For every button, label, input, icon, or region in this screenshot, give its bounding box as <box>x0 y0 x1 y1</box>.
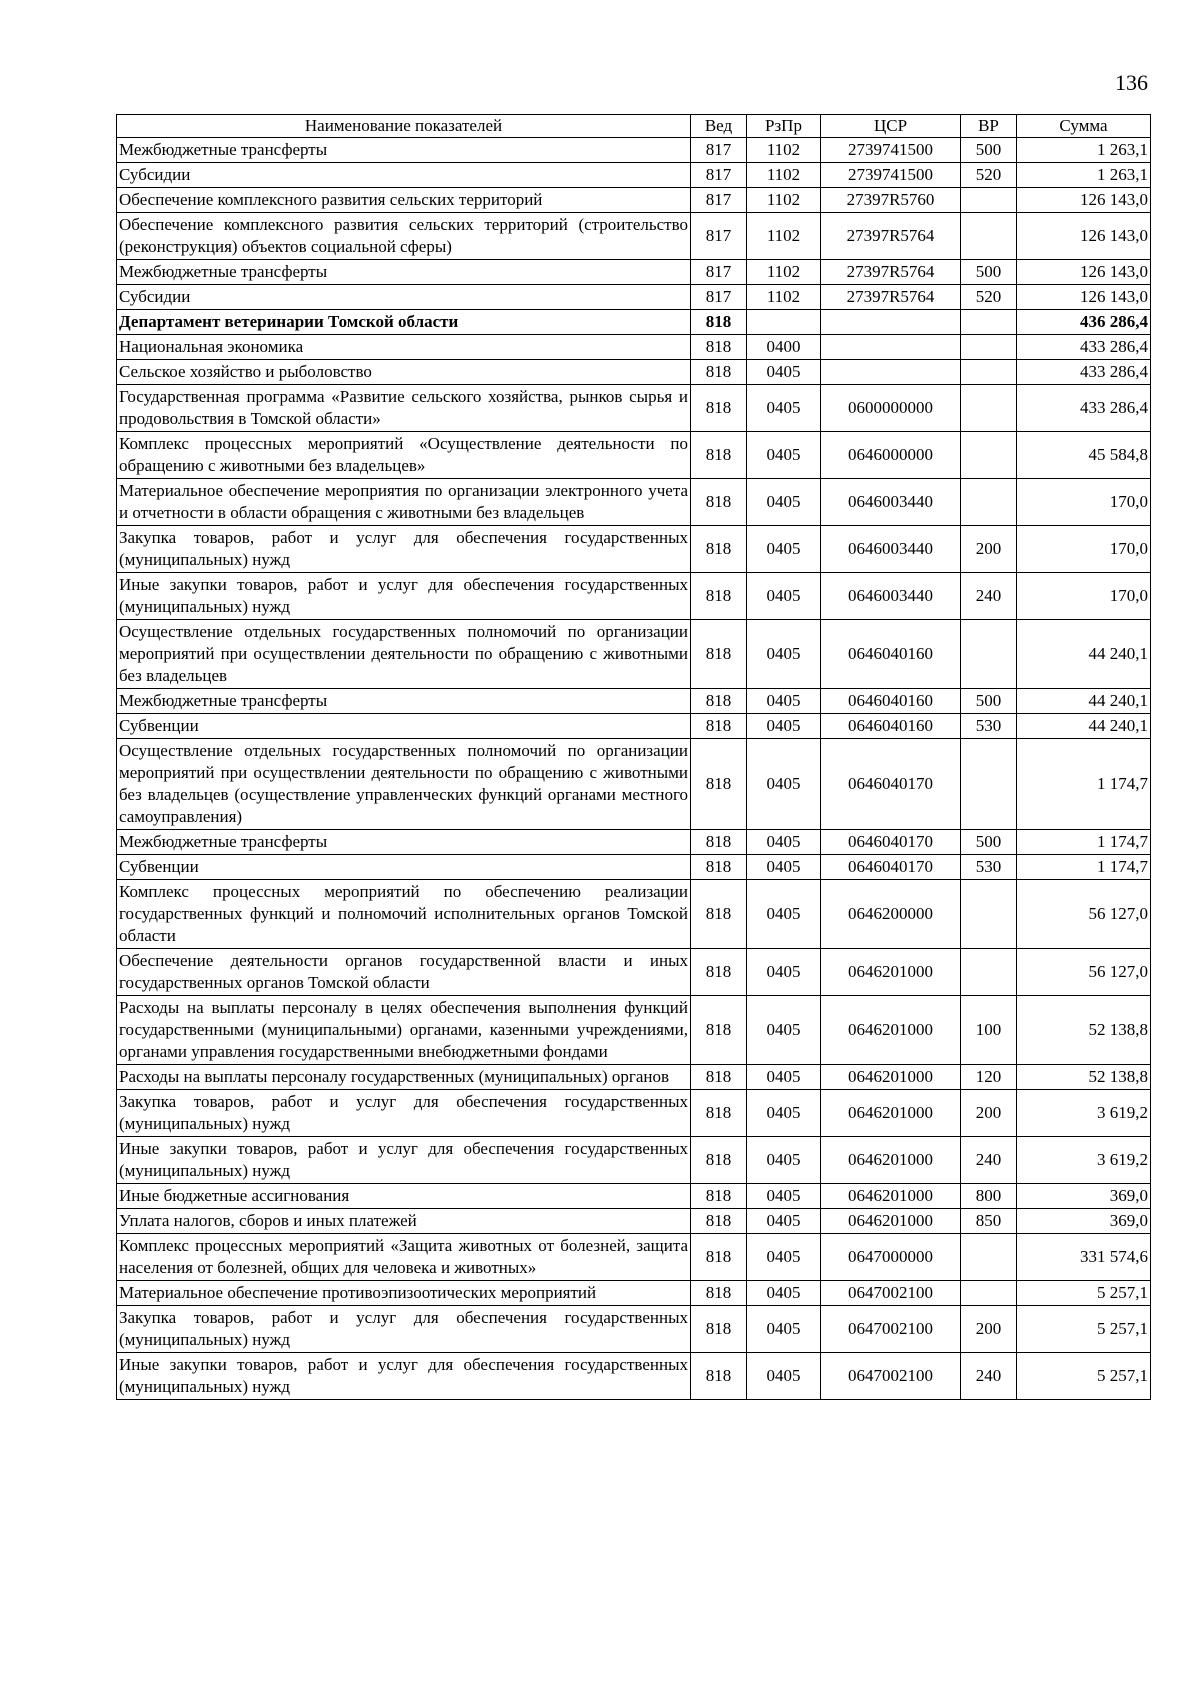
cell-name: Государственная программа «Развитие сельского хозяйства, рынков сырья и продовольствия в Томской области» <box>117 385 691 432</box>
cell-ved: 817 <box>691 213 747 260</box>
table-row <box>117 1184 1151 1209</box>
cell-name: Иные бюджетные ассигнования <box>117 1184 691 1209</box>
cell-name: Субсидии <box>117 285 691 310</box>
cell-name: Комплекс процессных мероприятий по обеспечению реализации государственных функций и полномочий исполнительных органов Томской области <box>117 880 691 949</box>
cell-ved: 818 <box>691 830 747 855</box>
cell-ved: 818 <box>691 1184 747 1209</box>
cell-name: Иные закупки товаров, работ и услуг для обеспечения государственных (муниципальных) нужд <box>117 1137 691 1184</box>
table-row <box>117 1090 1151 1137</box>
cell-rzpr: 1102 <box>747 163 821 188</box>
cell-ved: 818 <box>691 360 747 385</box>
cell-sum: 126 143,0 <box>1017 188 1151 213</box>
cell-rzpr: 1102 <box>747 138 821 163</box>
cell-rzpr: 0405 <box>747 996 821 1065</box>
table-row <box>117 620 1151 689</box>
cell-csr: 0600000000 <box>821 385 961 432</box>
table-row <box>117 880 1151 949</box>
cell-vr <box>961 310 1017 335</box>
cell-csr: 0646040160 <box>821 714 961 739</box>
cell-vr: 500 <box>961 138 1017 163</box>
cell-csr: 2739741500 <box>821 138 961 163</box>
cell-vr <box>961 620 1017 689</box>
cell-sum: 5 257,1 <box>1017 1353 1151 1400</box>
table-row <box>117 1353 1151 1400</box>
table-row <box>117 432 1151 479</box>
budget-table <box>116 114 1151 1400</box>
table-body <box>117 138 1151 1400</box>
cell-name: Обеспечение деятельности органов государственной власти и иных государственных органов Томской области <box>117 949 691 996</box>
cell-name: Расходы на выплаты персоналу в целях обеспечения выполнения функций государственными (муниципальными) органами, казенными учреждениями, органами управления государственными внебюджетными фондами <box>117 996 691 1065</box>
cell-ved: 818 <box>691 1090 747 1137</box>
cell-name: Сельское хозяйство и рыболовство <box>117 360 691 385</box>
cell-ved: 818 <box>691 432 747 479</box>
cell-csr: 0646200000 <box>821 880 961 949</box>
cell-vr: 520 <box>961 285 1017 310</box>
cell-rzpr: 0405 <box>747 1184 821 1209</box>
cell-sum: 433 286,4 <box>1017 335 1151 360</box>
cell-csr: 0646201000 <box>821 1184 961 1209</box>
cell-rzpr: 1102 <box>747 213 821 260</box>
cell-rzpr: 0405 <box>747 739 821 830</box>
cell-name: Закупка товаров, работ и услуг для обеспечения государственных (муниципальных) нужд <box>117 1090 691 1137</box>
cell-sum: 369,0 <box>1017 1209 1151 1234</box>
table-row <box>117 689 1151 714</box>
cell-rzpr: 0405 <box>747 855 821 880</box>
cell-sum: 52 138,8 <box>1017 996 1151 1065</box>
cell-vr: 850 <box>961 1209 1017 1234</box>
cell-rzpr: 0405 <box>747 620 821 689</box>
cell-ved: 818 <box>691 526 747 573</box>
cell-ved: 818 <box>691 310 747 335</box>
cell-name: Межбюджетные трансферты <box>117 260 691 285</box>
cell-rzpr: 0405 <box>747 479 821 526</box>
cell-vr: 100 <box>961 996 1017 1065</box>
cell-sum: 433 286,4 <box>1017 385 1151 432</box>
cell-rzpr: 0405 <box>747 573 821 620</box>
cell-vr: 200 <box>961 1090 1017 1137</box>
header-vr: ВР <box>961 115 1017 138</box>
cell-vr: 500 <box>961 830 1017 855</box>
cell-ved: 817 <box>691 163 747 188</box>
cell-rzpr: 0405 <box>747 689 821 714</box>
table-row <box>117 996 1151 1065</box>
cell-name: Комплекс процессных мероприятий «Защита животных от болезней, защита населения от болезней, общих для человека и животных» <box>117 1234 691 1281</box>
cell-name: Межбюджетные трансферты <box>117 689 691 714</box>
cell-name: Субвенции <box>117 714 691 739</box>
cell-sum: 369,0 <box>1017 1184 1151 1209</box>
cell-ved: 818 <box>691 479 747 526</box>
cell-sum: 433 286,4 <box>1017 360 1151 385</box>
cell-sum: 44 240,1 <box>1017 714 1151 739</box>
table-row <box>117 949 1151 996</box>
table-row <box>117 855 1151 880</box>
cell-sum: 3 619,2 <box>1017 1090 1151 1137</box>
cell-sum: 45 584,8 <box>1017 432 1151 479</box>
cell-csr: 0646201000 <box>821 1065 961 1090</box>
cell-sum: 170,0 <box>1017 526 1151 573</box>
cell-rzpr: 0405 <box>747 1090 821 1137</box>
cell-sum: 3 619,2 <box>1017 1137 1151 1184</box>
table-row <box>117 138 1151 163</box>
cell-name: Обеспечение комплексного развития сельских территорий <box>117 188 691 213</box>
cell-csr: 0646003440 <box>821 479 961 526</box>
cell-csr <box>821 310 961 335</box>
cell-name: Осуществление отдельных государственных полномочий по организации мероприятий при осуществлении деятельности по обращению с животными без владельцев <box>117 620 691 689</box>
cell-vr <box>961 479 1017 526</box>
cell-sum: 5 257,1 <box>1017 1306 1151 1353</box>
table-row <box>117 310 1151 335</box>
table-row <box>117 739 1151 830</box>
cell-sum: 1 174,7 <box>1017 739 1151 830</box>
cell-rzpr: 1102 <box>747 285 821 310</box>
header-name: Наименование показателей <box>117 115 691 138</box>
cell-csr: 0646040160 <box>821 689 961 714</box>
cell-name: Закупка товаров, работ и услуг для обеспечения государственных (муниципальных) нужд <box>117 1306 691 1353</box>
cell-rzpr: 0405 <box>747 432 821 479</box>
table-row <box>117 260 1151 285</box>
cell-vr <box>961 739 1017 830</box>
cell-name: Осуществление отдельных государственных полномочий по организации мероприятий при осуществлении деятельности по обращению с животными без владельцев (осуществление управленческих функций органами местного самоуправления) <box>117 739 691 830</box>
cell-csr: 27397R5760 <box>821 188 961 213</box>
cell-vr <box>961 213 1017 260</box>
cell-sum: 44 240,1 <box>1017 620 1151 689</box>
cell-sum: 5 257,1 <box>1017 1281 1151 1306</box>
table-row <box>117 573 1151 620</box>
cell-sum: 170,0 <box>1017 573 1151 620</box>
cell-name: Межбюджетные трансферты <box>117 830 691 855</box>
cell-name: Иные закупки товаров, работ и услуг для обеспечения государственных (муниципальных) нужд <box>117 1353 691 1400</box>
cell-ved: 818 <box>691 1065 747 1090</box>
table-row <box>117 213 1151 260</box>
cell-rzpr: 0405 <box>747 385 821 432</box>
table-row <box>117 285 1151 310</box>
cell-vr: 200 <box>961 526 1017 573</box>
cell-csr <box>821 360 961 385</box>
table-row <box>117 714 1151 739</box>
table-row <box>117 830 1151 855</box>
cell-name: Иные закупки товаров, работ и услуг для обеспечения государственных (муниципальных) нужд <box>117 573 691 620</box>
cell-vr <box>961 949 1017 996</box>
cell-sum: 126 143,0 <box>1017 285 1151 310</box>
cell-vr: 240 <box>961 573 1017 620</box>
cell-name: Межбюджетные трансферты <box>117 138 691 163</box>
cell-vr <box>961 385 1017 432</box>
cell-vr <box>961 1281 1017 1306</box>
cell-name: Комплекс процессных мероприятий «Осуществление деятельности по обращению с животными без владельцев» <box>117 432 691 479</box>
cell-csr: 0647002100 <box>821 1281 961 1306</box>
cell-rzpr: 0405 <box>747 1137 821 1184</box>
cell-name: Материальное обеспечение мероприятия по организации электронного учета и отчетности в области обращения с животными без владельцев <box>117 479 691 526</box>
cell-vr <box>961 188 1017 213</box>
cell-csr: 2739741500 <box>821 163 961 188</box>
cell-rzpr: 0405 <box>747 714 821 739</box>
cell-sum: 1 263,1 <box>1017 163 1151 188</box>
header-csr: ЦСР <box>821 115 961 138</box>
cell-csr: 0647000000 <box>821 1234 961 1281</box>
cell-sum: 56 127,0 <box>1017 880 1151 949</box>
cell-rzpr: 0400 <box>747 335 821 360</box>
cell-rzpr: 0405 <box>747 880 821 949</box>
cell-name: Уплата налогов, сборов и иных платежей <box>117 1209 691 1234</box>
cell-name: Расходы на выплаты персоналу государственных (муниципальных) органов <box>117 1065 691 1090</box>
cell-csr: 0646201000 <box>821 996 961 1065</box>
cell-sum: 44 240,1 <box>1017 689 1151 714</box>
cell-name: Обеспечение комплексного развития сельских территорий (строительство (реконструкция) объектов социальной сферы) <box>117 213 691 260</box>
cell-ved: 818 <box>691 1137 747 1184</box>
cell-sum: 126 143,0 <box>1017 260 1151 285</box>
cell-sum: 1 174,7 <box>1017 855 1151 880</box>
cell-name: Субсидии <box>117 163 691 188</box>
cell-csr: 0646201000 <box>821 1090 961 1137</box>
cell-csr <box>821 335 961 360</box>
table-row <box>117 1065 1151 1090</box>
table-row <box>117 385 1151 432</box>
cell-csr: 0646040170 <box>821 739 961 830</box>
cell-ved: 818 <box>691 1281 747 1306</box>
table-row <box>117 479 1151 526</box>
cell-vr: 530 <box>961 855 1017 880</box>
cell-rzpr: 1102 <box>747 260 821 285</box>
cell-csr: 0646201000 <box>821 949 961 996</box>
cell-name: Субвенции <box>117 855 691 880</box>
cell-ved: 818 <box>691 689 747 714</box>
cell-rzpr: 0405 <box>747 1234 821 1281</box>
cell-csr: 0646201000 <box>821 1137 961 1184</box>
cell-csr: 0646003440 <box>821 526 961 573</box>
cell-vr <box>961 432 1017 479</box>
cell-name: Закупка товаров, работ и услуг для обеспечения государственных (муниципальных) нужд <box>117 526 691 573</box>
cell-csr: 0646040160 <box>821 620 961 689</box>
cell-csr: 0646040170 <box>821 830 961 855</box>
table-row <box>117 1281 1151 1306</box>
cell-ved: 818 <box>691 573 747 620</box>
cell-ved: 817 <box>691 260 747 285</box>
table-row <box>117 1137 1151 1184</box>
cell-rzpr: 0405 <box>747 360 821 385</box>
cell-vr: 500 <box>961 689 1017 714</box>
cell-rzpr: 0405 <box>747 830 821 855</box>
cell-ved: 818 <box>691 620 747 689</box>
cell-ved: 818 <box>691 1209 747 1234</box>
table-header-row <box>117 115 1151 138</box>
cell-vr <box>961 1234 1017 1281</box>
cell-ved: 818 <box>691 335 747 360</box>
header-sum: Сумма <box>1017 115 1151 138</box>
cell-rzpr: 0405 <box>747 1306 821 1353</box>
cell-csr: 0647002100 <box>821 1353 961 1400</box>
cell-csr: 0646040170 <box>821 855 961 880</box>
cell-vr: 520 <box>961 163 1017 188</box>
cell-sum: 52 138,8 <box>1017 1065 1151 1090</box>
table-row <box>117 163 1151 188</box>
cell-ved: 818 <box>691 855 747 880</box>
cell-ved: 817 <box>691 138 747 163</box>
cell-csr: 0647002100 <box>821 1306 961 1353</box>
cell-csr: 27397R5764 <box>821 285 961 310</box>
cell-sum: 1 174,7 <box>1017 830 1151 855</box>
cell-ved: 818 <box>691 1306 747 1353</box>
table-row <box>117 188 1151 213</box>
cell-vr: 240 <box>961 1353 1017 1400</box>
cell-rzpr: 0405 <box>747 1281 821 1306</box>
cell-ved: 818 <box>691 949 747 996</box>
cell-rzpr: 0405 <box>747 949 821 996</box>
cell-ved: 818 <box>691 1234 747 1281</box>
cell-rzpr: 0405 <box>747 1065 821 1090</box>
table-row <box>117 360 1151 385</box>
header-rzpr: РзПр <box>747 115 821 138</box>
cell-rzpr: 0405 <box>747 526 821 573</box>
cell-vr: 120 <box>961 1065 1017 1090</box>
cell-ved: 818 <box>691 385 747 432</box>
table-row <box>117 526 1151 573</box>
cell-sum: 170,0 <box>1017 479 1151 526</box>
cell-ved: 817 <box>691 188 747 213</box>
cell-ved: 818 <box>691 739 747 830</box>
cell-rzpr <box>747 310 821 335</box>
cell-sum: 436 286,4 <box>1017 310 1151 335</box>
header-ved: Вед <box>691 115 747 138</box>
cell-ved: 818 <box>691 714 747 739</box>
table-row <box>117 335 1151 360</box>
table-row <box>117 1234 1151 1281</box>
cell-vr: 200 <box>961 1306 1017 1353</box>
cell-vr: 240 <box>961 1137 1017 1184</box>
cell-csr: 0646201000 <box>821 1209 961 1234</box>
table-row <box>117 1209 1151 1234</box>
cell-vr: 530 <box>961 714 1017 739</box>
cell-csr: 0646003440 <box>821 573 961 620</box>
cell-ved: 818 <box>691 996 747 1065</box>
cell-vr: 800 <box>961 1184 1017 1209</box>
cell-ved: 817 <box>691 285 747 310</box>
cell-ved: 818 <box>691 1353 747 1400</box>
table-row <box>117 1306 1151 1353</box>
cell-rzpr: 0405 <box>747 1353 821 1400</box>
cell-name: Материальное обеспечение противоэпизоотических мероприятий <box>117 1281 691 1306</box>
cell-rzpr: 0405 <box>747 1209 821 1234</box>
cell-vr <box>961 880 1017 949</box>
cell-csr: 0646000000 <box>821 432 961 479</box>
cell-vr: 500 <box>961 260 1017 285</box>
cell-csr: 27397R5764 <box>821 260 961 285</box>
cell-sum: 126 143,0 <box>1017 213 1151 260</box>
page-number: 136 <box>1115 70 1148 95</box>
cell-name: Департамент ветеринарии Томской области <box>117 310 691 335</box>
cell-sum: 56 127,0 <box>1017 949 1151 996</box>
cell-sum: 331 574,6 <box>1017 1234 1151 1281</box>
cell-ved: 818 <box>691 880 747 949</box>
cell-sum: 1 263,1 <box>1017 138 1151 163</box>
cell-vr <box>961 360 1017 385</box>
cell-csr: 27397R5764 <box>821 213 961 260</box>
cell-name: Национальная экономика <box>117 335 691 360</box>
cell-vr <box>961 335 1017 360</box>
cell-rzpr: 1102 <box>747 188 821 213</box>
